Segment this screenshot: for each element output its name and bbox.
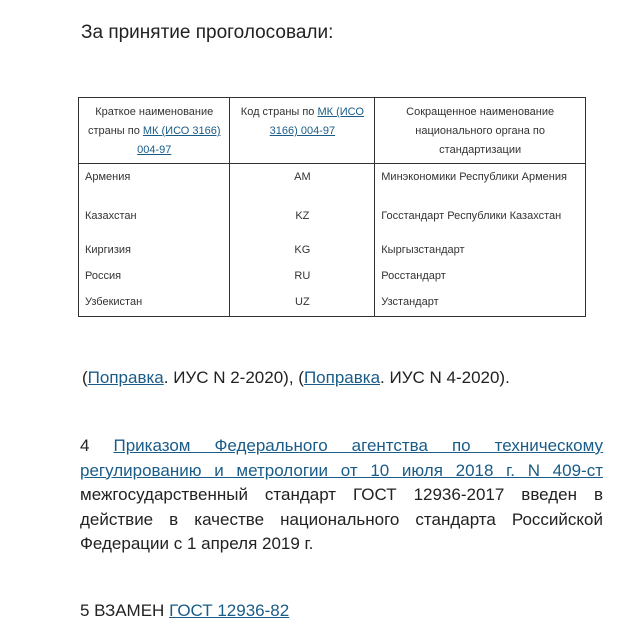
code-cell: UZ [230,289,375,317]
body-cell: Росстандарт [375,263,586,289]
voting-table [78,97,586,317]
code-cell: KG [230,237,375,263]
country-cell: Казахстан [79,202,230,237]
body-cell: Госстандарт Республики Казахстан [375,202,586,237]
table-row [79,202,586,237]
amendment-link-1[interactable]: Поправка [87,368,164,387]
mk-iso-link[interactable]: МК (ИСО 3166) 004-97 [269,106,364,137]
paragraph-5: 5 ВЗАМЕН ГОСТ 12936-82 [80,601,290,620]
code-cell: KZ [230,202,375,237]
code-cell: AM [230,164,375,202]
table-row [79,164,586,202]
mk-iso-link[interactable]: МК (ИСО 3166) 004-97 [137,125,221,156]
country-cell: Узбекистан [79,289,230,317]
header-national-body: Сокращенное наименование национального органа по стандартизации [375,98,586,164]
body-cell: Кыргызстандарт [375,237,586,263]
table-row [79,237,586,263]
table-header-row [79,98,586,164]
voting-heading: За принятие проголосовали: [81,22,334,43]
header-country-code: Код страны по МК (ИСО 3166) 004-97 [230,98,375,164]
country-cell: Армения [79,164,230,202]
gost-link[interactable]: ГОСТ 12936-82 [169,601,290,620]
amendments-line: (Поправка. ИУС N 2-2020), (Поправка. ИУС N 4-2020). [82,368,510,387]
table-row [79,289,586,317]
country-cell: Россия [79,263,230,289]
order-link[interactable]: Приказом Федерального агентства по техническому регулированию и метрологии от 10 июля 2018 г. N 409-ст [80,436,603,480]
country-cell: Киргизия [79,237,230,263]
amendment-link-2[interactable]: Поправка [303,368,381,387]
body-cell: Узстандарт [375,289,586,317]
header-country-name: Краткое наименование страны по МК (ИСО 3166) 004-97 [79,98,230,164]
code-cell: RU [230,263,375,289]
body-cell: Минэкономики Республики Армения [375,164,586,202]
paragraph-4: 4 Приказом Федерального агентства по техническому регулированию и метрологии от 10 июля 2018 г. N 409-ст межгосударственный стандарт ГОСТ 12936-2017 введен в действие в качестве национального стандарта Российской Федерации с 1 апреля 2019 г. [80,436,603,553]
table-row [79,263,586,289]
